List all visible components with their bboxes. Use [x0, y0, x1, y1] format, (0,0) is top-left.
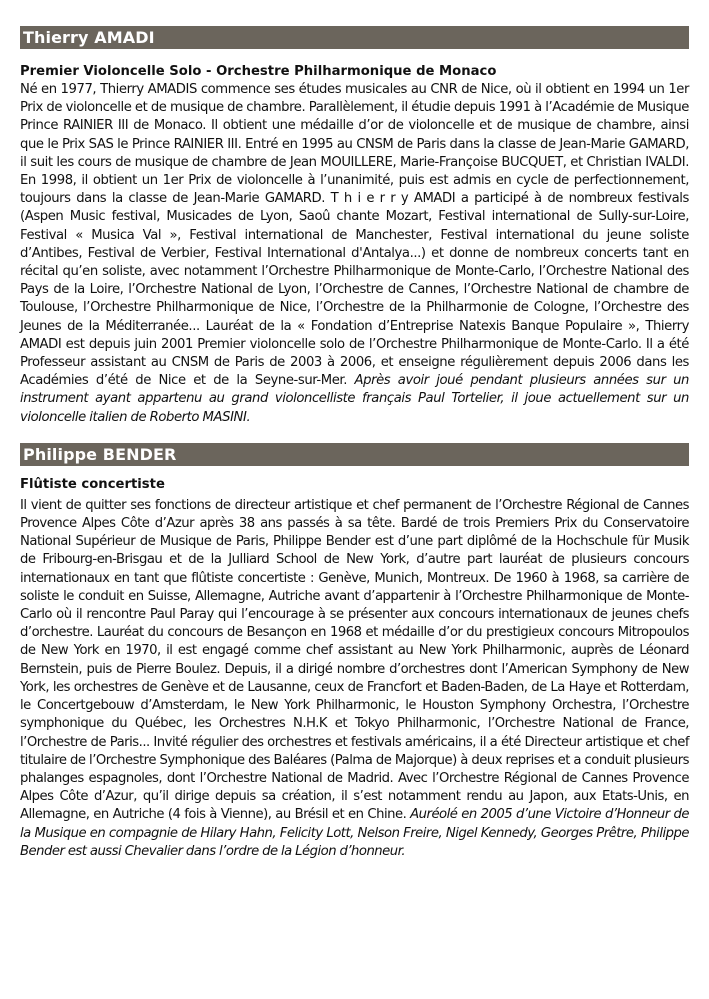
document-page [20, 26, 689, 874]
section-subtitle: Premier Violoncelle Solo - Orchestre Philharmonique de Monaco [20, 64, 497, 79]
section-header: Philippe BENDER [20, 443, 689, 466]
biography-text [20, 81, 689, 427]
biography-body: Il vient de quitter ses fonctions de directeur artistique et chef permanent de l’Orchestre Régional de Cannes Provence Alpes Côte d’Azur après 38 ans passés à sa tête. Bardé de trois Premiers Prix du Conservatoire National Supérieur de Musique de Paris, Philippe Bender est d’une part diplômé de la Hochschule für Musik de Fribourg-en-Brisgau et de la Julliard School de New York, d’autre part lauréat de plusieurs concours internationaux en tant que flûtiste concertiste : Genève, Munich, Montreux. De 1960 à 1968, sa carrière de soliste le conduit en Suisse, Allemagne, Autriche avant d’appartenir à l’Orchestre Philharmonique de Monte-Carlo où il rencontre Paul Paray qui l’encourage à se présenter aux concours internationaux de jeunes chefs d’orchestre. Lauréat du concours de Besançon en 1968 et médaille d’or du prestigieux concours Mitropoulos de New York en 1970, il est engagé comme chef assistant au New York Philharmonic, auprès de Léonard Bernstein, puis de Pierre Boulez. Depuis, il a dirigé nombre d’orchestres dont l’American Symphony de New York, les orchestres de Genève et de Lausanne, ceux de Francfort et Baden-Baden, de La Haye et Rotterdam, le Concertgebouw d’Amsterdam, le New York Philharmonic, le Houston Symphony Orchestra, l’Orchestre symphonique du Québec, les Orchestres N.H.K et Tokyo Philharmonic, l’Orchestre National de France, l’Orchestre de Paris... Invité régulier des orchestres et festivals américains, il a été Directeur artistique et chef titulaire de l’Orchestre Symphonique des Baléares (Palma de Majorque) à deux reprises et a conduit plusieurs phalanges espagnoles, dont l’Orchestre National de Madrid. Avec l’Orchestre Régional de Cannes Provence Alpes Côte d’Azur, qu’il dirige depuis sa création, il s’est notamment rendu au Japon, aux Etats-Unis, en Allemagne, en Autriche (4 fois à Vienne), au Brésil et en Chine. [20, 497, 689, 823]
biography-italic: Auréolé en 2005 d’une Victoire d’Honneur de la Musique en compagnie de Hilary Hahn, Felicity Lott, Nelson Freire, Nigel Kennedy, Georges Prêtre, Philippe Bender est aussi Chevalier dans l’ordre de la Légion d’honneur. [20, 807, 689, 859]
biography-body: Né en 1977, Thierry AMADIS commence ses études musicales au CNR de Nice, où il obtient en 1994 un 1er Prix de violoncelle et de musique de chambre. Parallèlement, il étudie depuis 1991 à l’Académie de Musique Prince RAINIER III de Monaco. Il obtient une médaille d’or de violoncelle et de musique de chambre, ainsi que le Prix SAS le Prince RAINIER III. Entré en 1995 au CNSM de Paris dans la classe de Jean-Marie GAMARD, il suit les cours de musique de chambre de Jean MOUILLERE, Marie-Françoise BUCQUET, et Christian IVALDI. En 1998, il obtient un 1er Prix de violoncelle à l’unanimité, puis est admis en cycle de perfectionnement, toujours dans la classe de Jean-Marie GAMARD. T h i e r r y AMADI a participé à de nombreux festivals (Aspen Music festival, Musicades de Lyon, Saoû chante Mozart, Festival international de Sully-sur-Loire, Festival « Musica Val », Festival international de Manchester, Festival international du jeune soliste d’Antibes, Festival de Verbier, Festival International d'Antalya...) et donne de nombreux concerts tant en récital qu’en soliste, avec notamment l’Orchestre Philharmonique de Monte-Carlo, l’Orchestre National des Pays de la Loire, l’Orchestre National de Lyon, l’Orchestre de Cannes, l’Orchestre National de chambre de Toulouse, l’Orchestre Philharmonique de Nice, l’Orchestre de la Philharmonie de Cologne, l’Orchestre des Jeunes de la Méditerranée... Lauréat de la « Fondation d’Entreprise Natexis Banque Populaire », Thierry AMADI est depuis juin 2001 Premier violoncelle solo de l’Orchestre Philharmonique de Monte-Carlo. Il a été Professeur assistant au CNSM de Paris de 2003 à 2006, et enseigne régulièrement depuis 2006 dans les Académies d’été de Nice et de la Seyne-sur-Mer. [20, 82, 689, 389]
section-header: Thierry AMADI [20, 26, 689, 49]
biography-text [20, 497, 689, 861]
bio-section-thierry-amadi [20, 26, 689, 427]
biography-italic: Après avoir joué pendant plusieurs années sur un instrument ayant appartenu au grand violoncelliste français Paul Tortelier, il joue actuellement sur un violoncelle italien de Roberto MASINI. [20, 373, 689, 425]
section-subtitle: Flûtiste concertiste [20, 476, 165, 492]
bio-section-philippe-bender [20, 443, 689, 861]
